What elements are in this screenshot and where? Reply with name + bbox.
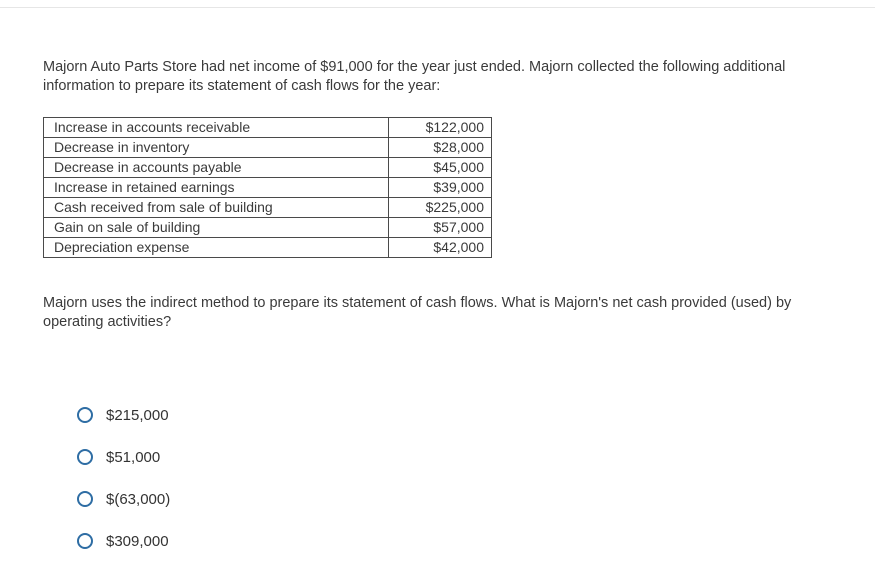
table-row <box>44 118 492 138</box>
question-prompt: Majorn uses the indirect method to prepare its statement of cash flows. What is Majorn's net cash provided (used) by operating activities? <box>43 295 792 330</box>
row-amount: $225,000 <box>389 198 492 218</box>
radio-button-icon[interactable] <box>77 491 93 507</box>
row-label: Depreciation expense <box>44 238 389 258</box>
information-table <box>43 117 492 258</box>
row-amount: $28,000 <box>389 138 492 158</box>
row-label: Decrease in inventory <box>44 138 389 158</box>
row-label: Gain on sale of building <box>44 218 389 238</box>
radio-button-icon[interactable] <box>77 449 93 465</box>
table-row <box>44 198 492 218</box>
option-label[interactable]: $215,000 <box>106 406 169 424</box>
answer-option-c[interactable] <box>77 487 170 511</box>
table-row <box>44 158 492 178</box>
row-amount: $122,000 <box>389 118 492 138</box>
row-label: Increase in retained earnings <box>44 178 389 198</box>
row-amount: $42,000 <box>389 238 492 258</box>
row-amount: $57,000 <box>389 218 492 238</box>
table-row <box>44 238 492 258</box>
row-amount: $39,000 <box>389 178 492 198</box>
radio-button-icon[interactable] <box>77 533 93 549</box>
option-label[interactable]: $309,000 <box>106 532 169 550</box>
option-label[interactable]: $51,000 <box>106 448 161 466</box>
row-amount: $45,000 <box>389 158 492 178</box>
table-row <box>44 218 492 238</box>
option-label[interactable]: $(63,000) <box>106 490 171 508</box>
radio-button-icon[interactable] <box>77 407 93 423</box>
question-intro: Majorn Auto Parts Store had net income of $91,000 for the year just ended. Majorn collected the following additional information to prepare its statement of cash flows for the year: <box>43 59 786 94</box>
answer-option-a[interactable] <box>77 403 170 427</box>
row-label: Increase in accounts receivable <box>44 118 389 138</box>
row-label: Cash received from sale of building <box>44 198 389 218</box>
answer-option-b[interactable] <box>77 445 170 469</box>
answer-option-d[interactable] <box>77 529 170 553</box>
table-row <box>44 138 492 158</box>
top-divider <box>0 7 875 8</box>
answer-options <box>77 403 170 571</box>
table-row <box>44 178 492 198</box>
row-label: Decrease in accounts payable <box>44 158 389 178</box>
